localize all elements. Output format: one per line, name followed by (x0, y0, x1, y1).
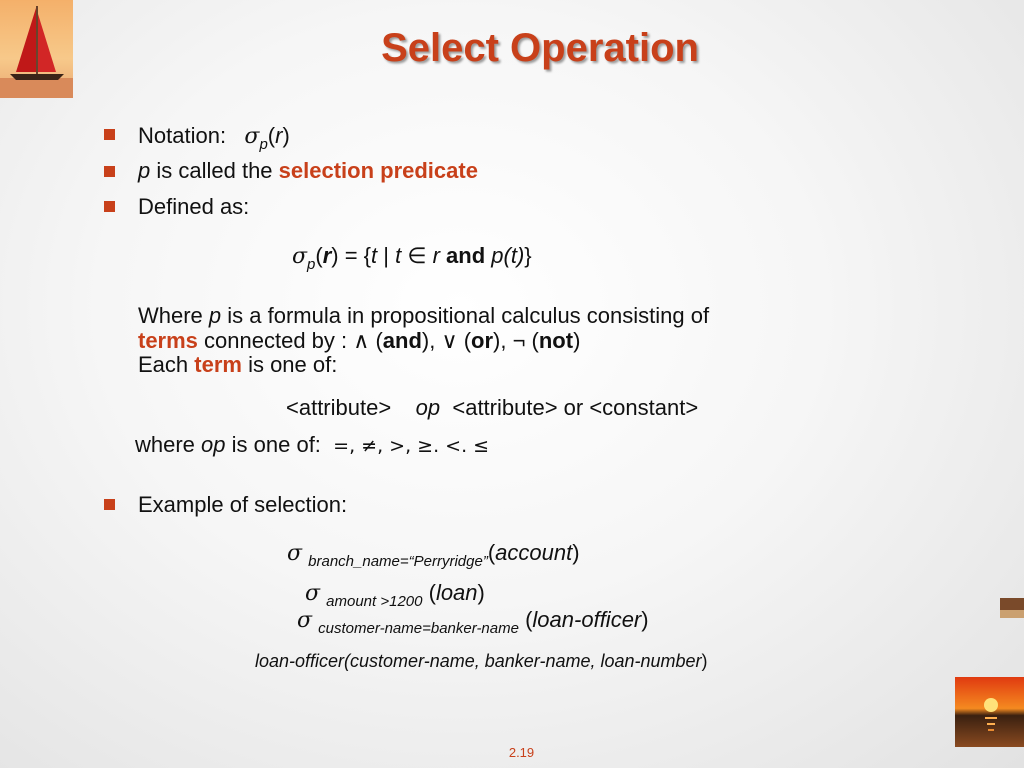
connector-text: ), ∨ ( (421, 328, 472, 353)
close-brace: } (524, 243, 532, 268)
bullet-marker (104, 129, 115, 140)
tuple-t: t (371, 243, 378, 268)
example-3 (297, 607, 649, 637)
relation-r: r (322, 243, 332, 268)
predicate-pt: p(t) (491, 243, 525, 268)
where-text: is a formula in propositional calculus consisting of (221, 303, 710, 328)
page-number: 2.19 (508, 745, 535, 760)
element-of-symbol: ∈ (401, 243, 433, 268)
sigma-symbol: σ (287, 541, 303, 566)
bullet-predicate (138, 158, 478, 184)
selection-condition: branch_name=“Perryridge” (308, 553, 488, 570)
example-1 (287, 540, 580, 570)
where-text: Where (138, 303, 209, 328)
connector-text: connected by : ∧ ( (197, 328, 383, 353)
and-keyword: and (439, 243, 492, 268)
selection-predicate-term: selection predicate (278, 158, 478, 183)
terms-highlight: terms (138, 328, 198, 353)
bullet-marker (104, 166, 115, 177)
each-text: is one of: (241, 352, 338, 377)
each-text: Each (138, 352, 195, 377)
term-highlight: term (194, 352, 242, 377)
comparison-operators: =, ≠, >, ≥. <. ≤ (333, 435, 490, 457)
relation-r: r (432, 243, 440, 268)
close-paren: ) (572, 540, 580, 565)
selection-condition: customer-name=banker-name (318, 620, 519, 637)
sunset-image (955, 677, 1024, 747)
op-keyword: op (415, 395, 441, 420)
connector-text: ), ¬ ( (493, 328, 539, 353)
op-text: is one of: (225, 432, 321, 457)
definition-formula (292, 243, 532, 273)
open-paren: ( (518, 607, 533, 632)
close-paren: ) (701, 651, 708, 671)
sigma-symbol: σ (305, 581, 321, 606)
bullet-defined-as: Defined as: (138, 194, 250, 219)
where-line-3 (138, 352, 337, 378)
not-keyword: not (538, 328, 574, 353)
op-text: where (135, 432, 202, 457)
and-keyword: and (382, 328, 422, 353)
sigma-symbol: σ (244, 124, 260, 149)
op-keyword: op (201, 432, 226, 457)
selection-condition: amount >1200 (326, 593, 423, 610)
sigma-subscript: p (307, 256, 316, 273)
predicate-p: p (138, 158, 151, 183)
open-paren: ( (487, 540, 496, 565)
open-paren: ( (315, 243, 323, 268)
bullet-marker (104, 499, 115, 510)
relation-r: r (275, 123, 283, 148)
notation-label: Notation: (138, 123, 227, 148)
relation-name: loan (435, 580, 478, 605)
relation-name: loan-officer (532, 607, 642, 632)
bullet-example: Example of selection: (138, 492, 348, 517)
op-list-line (135, 432, 489, 458)
relation-name: account (495, 540, 573, 565)
tuple-t: t (395, 243, 402, 268)
bullet-notation (138, 123, 290, 153)
or-keyword: or (471, 328, 494, 353)
connector-text: ) (573, 328, 581, 353)
open-paren: ( (267, 123, 276, 148)
attribute-left: <attribute> (286, 395, 392, 420)
decorative-bar (1000, 598, 1024, 618)
bullet-marker (104, 201, 115, 212)
example-2 (305, 580, 485, 610)
predicate-p: p (208, 303, 222, 328)
sigma-symbol: σ (292, 244, 308, 269)
where-line-1 (138, 303, 709, 329)
attribute-or-constant: <attribute> or <constant> (452, 395, 699, 420)
sigma-subscript: p (259, 136, 268, 153)
close-paren: ) (641, 607, 649, 632)
term-form (286, 395, 698, 421)
predicate-text: is called the (150, 158, 279, 183)
schema-text: loan-officer(customer-name, banker-name, loan-number (255, 651, 702, 671)
open-paren: ( (422, 580, 436, 605)
close-paren: ) (282, 123, 290, 148)
formula-equals: ) = { (331, 243, 372, 268)
slide-title: Select Operation (381, 26, 699, 70)
close-paren: ) (477, 580, 485, 605)
schema-line (255, 651, 708, 672)
sigma-symbol: σ (297, 608, 313, 633)
such-that-bar: | (377, 243, 396, 268)
where-line-2 (138, 328, 580, 354)
